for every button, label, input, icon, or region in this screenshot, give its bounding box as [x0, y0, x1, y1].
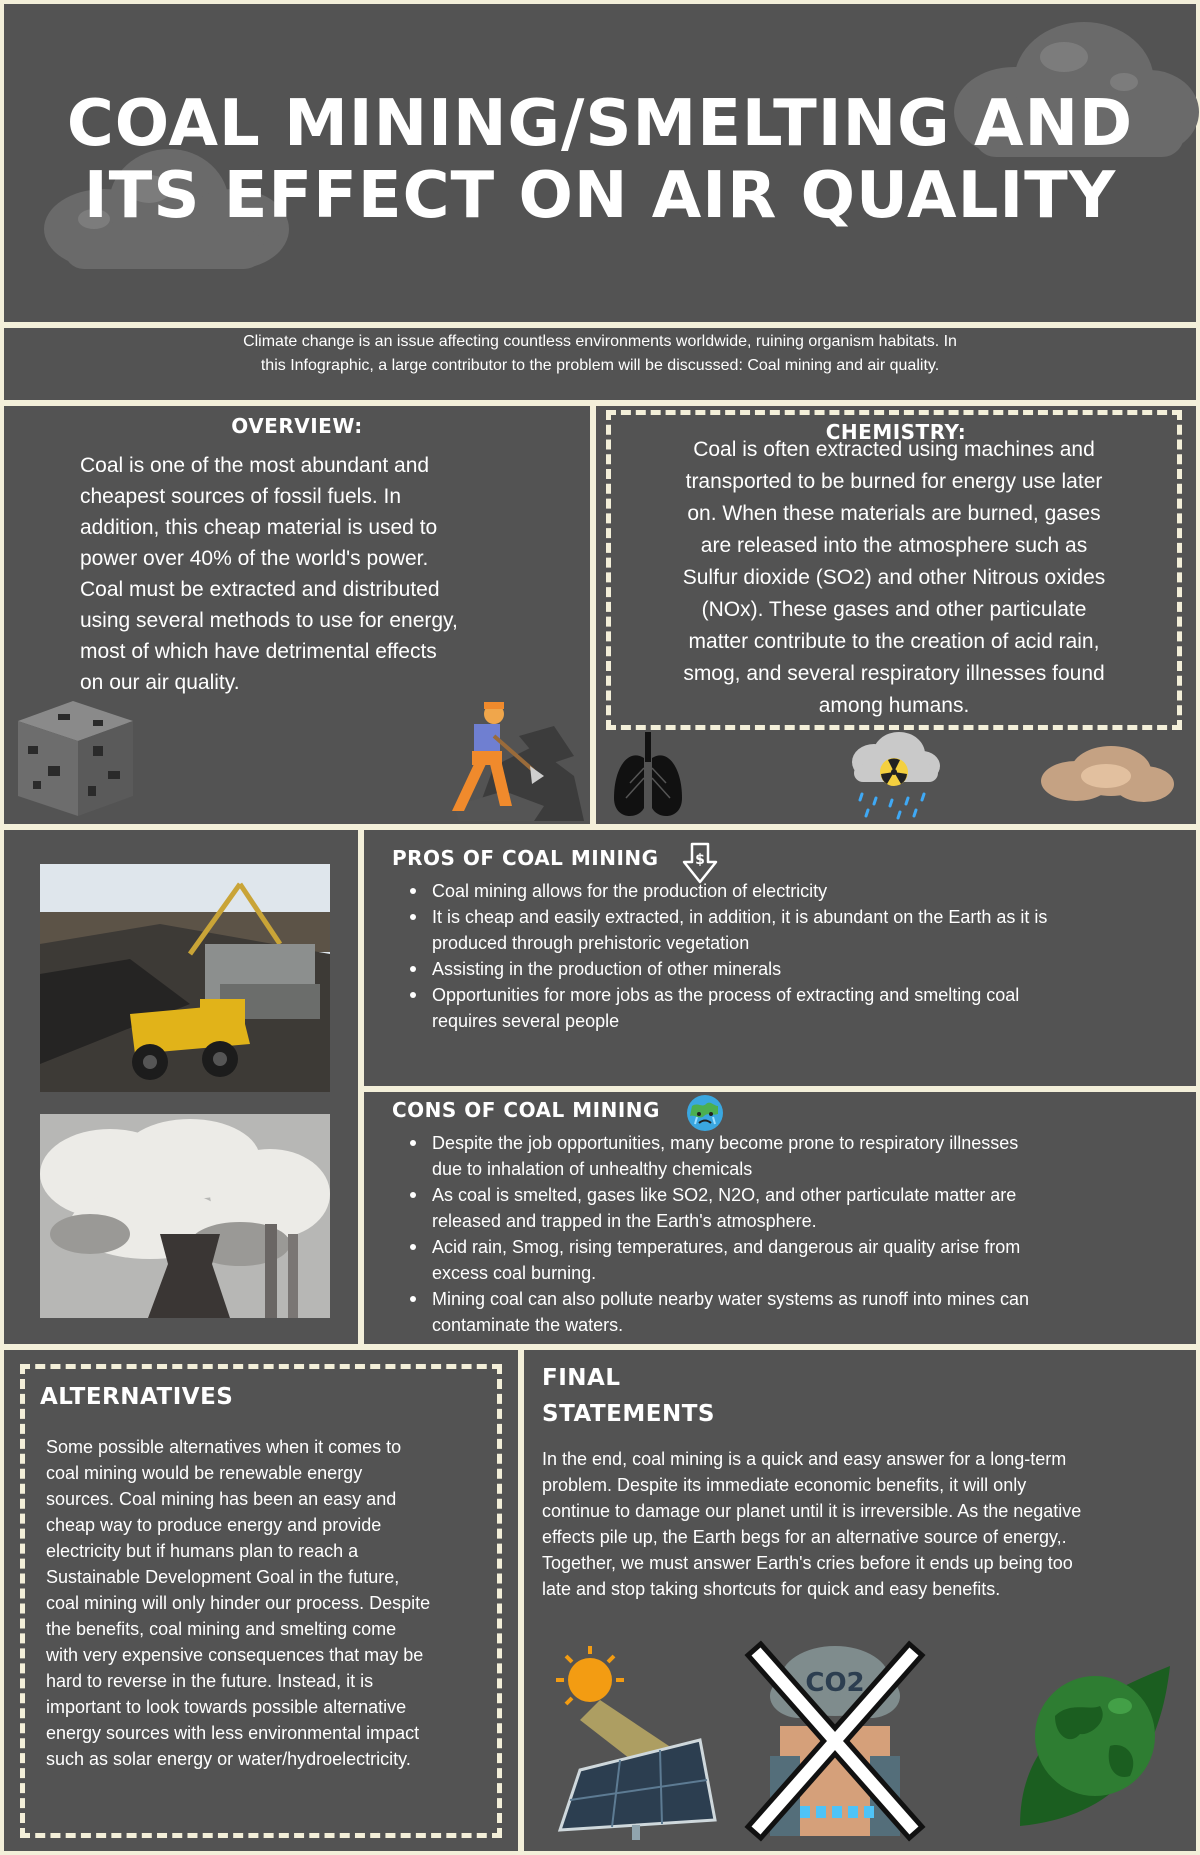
final-line: effects pile up, the Earth begs for an alternative source of energy,. — [542, 1527, 1067, 1547]
cooling-tower-photo — [40, 1114, 330, 1318]
final-heading-line: STATEMENTS — [542, 1401, 715, 1427]
alternatives-line: the benefits, coal mining and smelting come — [46, 1619, 397, 1639]
final-line: problem. Despite its immediate economic benefits, it will only — [542, 1475, 1027, 1495]
pros-panel — [364, 830, 1196, 1086]
alternatives-line: electricity but if humans plan to reach a — [46, 1541, 359, 1561]
final-panel — [524, 1350, 1196, 1851]
intro-line: Climate change is an issue affecting countless environments worldwide, ruining organism habitats. In — [243, 333, 957, 350]
header-panel — [4, 4, 1196, 322]
overview-line: on our air quality. — [80, 671, 240, 694]
alternatives-line: energy sources with less environmental impact — [46, 1723, 420, 1743]
final-line: In the end, coal mining is a quick and easy answer for a long-term — [542, 1449, 1067, 1469]
alternatives-panel — [4, 1350, 518, 1851]
crossed-factory-icon — [740, 1636, 930, 1846]
pros-heading: PROS OF COAL MINING — [392, 846, 659, 870]
final-line: late and stop taking shortcuts for quick and easy benefits. — [542, 1579, 1001, 1599]
lungs-icon — [608, 728, 688, 824]
list-item: Opportunities for more jobs as the process of extracting and smelting coal requires several people — [392, 982, 1182, 1034]
chemistry-line: Sulfur dioxide (SO2) and other Nitrous oxides — [682, 566, 1106, 589]
chemistry-line: among humans. — [818, 694, 970, 717]
alternatives-text — [46, 1434, 502, 1772]
miner-icon — [434, 696, 584, 826]
alternatives-line: important to look towards possible alternative — [46, 1697, 407, 1717]
overview-line: most of which have detrimental effects — [80, 640, 437, 663]
final-text — [542, 1446, 1182, 1602]
list-item: As coal is smelted, gases like SO2, N2O, and other particulate matter are released and trapped in the Earth's atmosphere. — [392, 1182, 1182, 1234]
alternatives-line: coal mining would be renewable energy — [46, 1463, 363, 1483]
solar-panel-icon — [550, 1640, 720, 1840]
list-item: It is cheap and easily extracted, in addition, it is abundant on the Earth as it is produced through prehistoric vegetation — [392, 904, 1182, 956]
crying-earth-icon — [684, 1092, 726, 1134]
list-item: Despite the job opportunities, many become prone to respiratory illnesses due to inhalation of unhealthy chemicals — [392, 1130, 1182, 1182]
title-line-1: COAL MINING/SMELTING AND — [66, 87, 1134, 161]
intro-text — [0, 330, 1200, 378]
final-line: Together, we must answer Earth's cries before it ends up being too — [542, 1553, 1073, 1573]
photos-panel — [4, 830, 358, 1344]
alternatives-line: sources. Coal mining has been an easy and — [46, 1489, 397, 1509]
mining-truck-photo — [40, 864, 330, 1092]
list-item: Assisting in the production of other minerals — [392, 956, 1182, 982]
chemistry-line: (NOx). These gases and other particulate — [701, 598, 1087, 621]
chemistry-line: are released into the atmosphere such as — [700, 534, 1088, 557]
list-item: Coal mining allows for the production of electricity — [392, 878, 1182, 904]
final-heading-line: FINAL — [542, 1365, 621, 1391]
list-item: Acid rain, Smog, rising temperatures, and dangerous air quality arise from excess coal burning. — [392, 1234, 1182, 1286]
alternatives-line: with very expensive consequences that may be — [46, 1645, 424, 1665]
overview-line: using several methods to use for energy, — [80, 609, 458, 632]
overview-heading: OVERVIEW: — [231, 414, 363, 438]
alternatives-line: such as solar energy or water/hydroelectricity. — [46, 1749, 411, 1769]
chemistry-line: transported to be burned for energy use later — [685, 470, 1103, 493]
alternatives-line: Sustainable Development Goal in the future, — [46, 1567, 400, 1587]
chemistry-line: on. When these materials are burned, gases — [687, 502, 1101, 525]
overview-panel — [4, 406, 590, 824]
pros-list — [392, 878, 1182, 1034]
page-title — [0, 88, 1200, 232]
smog-icon — [1036, 736, 1176, 816]
alternatives-heading: ALTERNATIVES — [40, 1384, 234, 1410]
overview-line: Coal is one of the most abundant and — [80, 454, 430, 477]
final-line: continue to damage our planet until it is irreversible. As the negative — [542, 1501, 1082, 1521]
chemistry-heading: CHEMISTRY: — [825, 420, 967, 444]
cons-list — [392, 1130, 1182, 1338]
chemistry-line: matter contribute to the creation of acid rain, — [688, 630, 1100, 653]
chemistry-line: smog, and several respiratory illnesses found — [683, 662, 1105, 685]
chemistry-text — [606, 434, 1182, 722]
overview-line: cheapest sources of fossil fuels. In — [80, 485, 401, 508]
alternatives-line: cheap way to produce energy and provide — [46, 1515, 382, 1535]
radioactive-cloud-icon — [844, 728, 944, 824]
coal-block-icon — [8, 696, 138, 821]
svg-text:$: $ — [695, 852, 705, 868]
overview-line: power over 40% of the world's power. — [80, 547, 429, 570]
title-line-2: ITS EFFECT ON AIR QUALITY — [83, 159, 1117, 233]
leaf-globe-icon — [1010, 1646, 1180, 1836]
alternatives-line: hard to reverse in the future. Instead, it is — [46, 1671, 374, 1691]
overview-line: addition, this cheap material is used to — [80, 516, 438, 539]
list-item: Mining coal can also pollute nearby water systems as runoff into mines can contaminate the waters. — [392, 1286, 1182, 1338]
alternatives-line: coal mining will only hinder our process. Despite — [46, 1593, 431, 1613]
overview-text — [80, 450, 580, 698]
cons-heading: CONS OF COAL MINING — [392, 1098, 660, 1122]
chemistry-line: Coal is often extracted using machines and — [693, 438, 1095, 461]
cons-panel — [364, 1092, 1196, 1344]
final-heading — [542, 1360, 715, 1432]
overview-line: Coal must be extracted and distributed — [80, 578, 440, 601]
svg-text:CO2: CO2 — [805, 1668, 865, 1698]
chemistry-panel — [596, 406, 1196, 824]
alternatives-line: Some possible alternatives when it comes to — [46, 1437, 402, 1457]
intro-line: this Infographic, a large contributor to the problem will be discussed: Coal mining and air quality. — [260, 357, 940, 374]
